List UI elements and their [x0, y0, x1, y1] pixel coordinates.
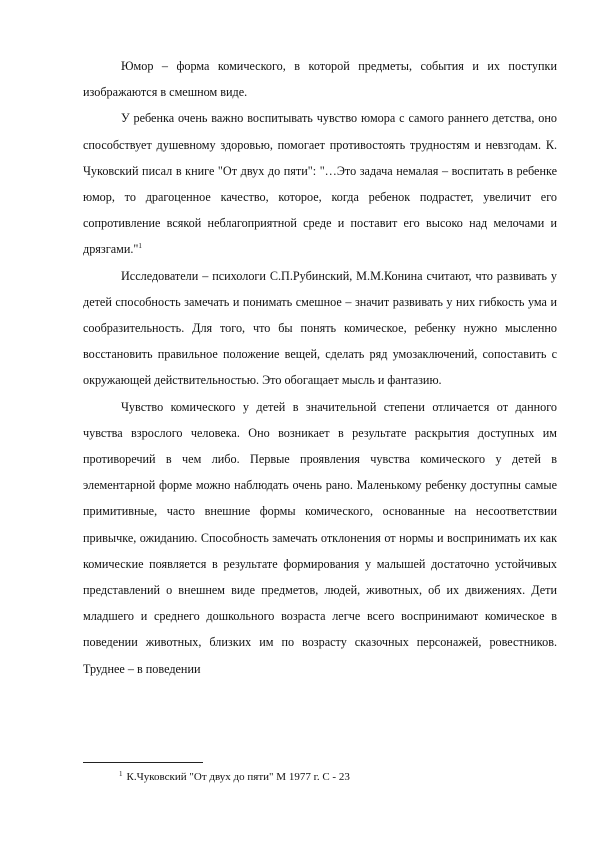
footnote-separator — [83, 762, 203, 763]
paragraph-text: Чувство комического у детей в значительной степени отличается от данного чувства взрослого человека. Оно возникает в результате раскрытия доступных им противоречий в чем либо. Первые проявления чувства комического у детей в элементарной форме можно наблюдать очень рано. Маленькому ребенку доступны самые примитивные, часто внешние формы комического, основанные на несоответствии привычке, ожиданию. Способность замечать отклонения от нормы и воспринимать их как комические появляется в результате формирования у малышей достаточно устойчивых представлений о внешнем виде предметов, людей, животных, об их движениях. Дети младшего и среднего дошкольного возраста легче всего воспринимают комическое в поведении животных, близких им по возрасту сказочных персонажей, ровестников. Труднее – в поведении — [83, 399, 557, 676]
paragraph-text: Юмор – форма комического, в которой предметы, события и их поступки изображаются в смешном виде. — [83, 59, 557, 100]
paragraph-humor-definition — [83, 53, 557, 105]
footnote — [119, 770, 350, 784]
footnote-reference: 1 — [138, 242, 142, 251]
paragraph-psychologists — [83, 263, 557, 394]
paragraph-sense-of-comic — [83, 394, 557, 682]
paragraph-humor-upbringing — [83, 105, 557, 262]
paragraph-text: У ребенка очень важно воспитывать чувство юмора с самого раннего детства, оно способствует душевному здоровью, помогает противостоять трудностям и невзгодам. К. Чуковский писал в книге "От двух до пяти": "…Это задача немалая – воспитать в ребенке юмор, то драгоценное качество, которое, когда ребенок подрастет, увеличит его сопротивление всякой неблагоприятной среде и поставит его высоко над мелочами и дрязгами." — [83, 111, 557, 257]
footnote-number: 1 — [119, 770, 123, 778]
paragraph-text: Исследователи – психологи С.П.Рубинский, М.М.Конина считают, что развивать у детей способность замечать и понимать смешное – значит развивать у них гибкость ума и сообразительность. Для того, что бы понять комическое, ребенку нужно мысленно восстановить правильное положение вещей, сделать ряд умозаключений, сопоставить с окружающей действительностью. Это обогащает мысль и фантазию. — [83, 268, 557, 388]
body-text — [83, 53, 557, 682]
footnote-text: К.Чуковский "От двух до пяти" М 1977 г. С - 23 — [126, 771, 350, 783]
